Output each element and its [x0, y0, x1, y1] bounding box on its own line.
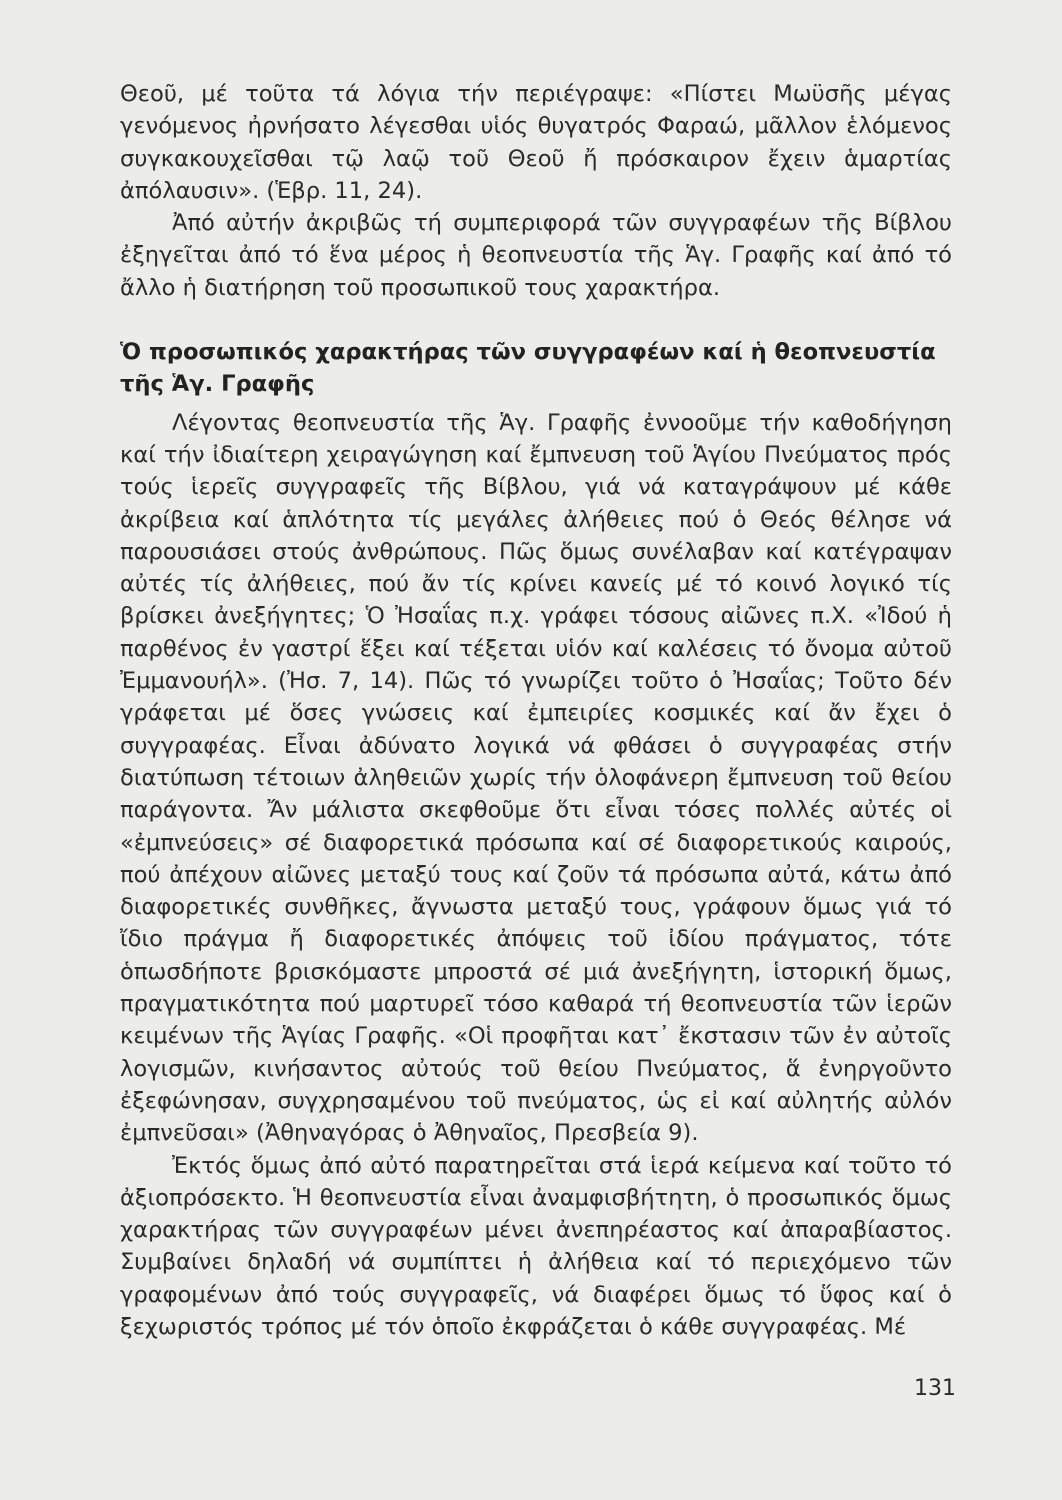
paragraph-personal-character: Ἐκτός ὅμως ἀπό αὐτό παρατηρεῖται στά ἱερά κείμενα καί τοῦτο τό ἀξιοπρόσεκτο. Ἡ θεοπνευστία εἶναι ἀναμφισβήτητη, ὁ προσωπικός ὅμως χαρακτήρας τῶν συγγραφέων μένει ἀνεπηρέαστος καί ἀπαραβίαστος. Συμβαίνει δηλαδή νά συμπίπτει ἡ ἀλήθεια καί τό περιεχόμενο τῶν γραφομένων ἀπό τούς συγγραφεῖς, νά διαφέρει ὅμως τό ὕφος καί ὁ ξεχωριστός τρόπος μέ τόν ὁποῖο ἐκφράζεται ὁ κάθε συγγραφέας. Μέ	[120, 1152, 952, 1340]
page-number: 131	[914, 1376, 956, 1401]
body-text	[120, 78, 952, 1343]
paragraph-moses-quote: Θεοῦ, μέ τοῦτα τά λόγια τήν περιέγραψε: «Πίστει Μωϋσῆς μέγας γενόμενος ἠρνήσατο λέγεσθαι υἱός θυγατρός Φαραώ, μᾶλλον ἑλόμενος συγκακουχεῖσθαι τῷ λαῷ τοῦ Θεοῦ ἤ πρόσκαιρον ἔχειν ἁμαρτίας ἀπόλαυσιν». (Ἑβρ. 11, 24).	[120, 81, 952, 204]
section-heading: Ὁ προσωπικός χαρακτήρας τῶν συγγραφέων καί ἡ θεοπνευστία τῆς Ἁγ. Γραφῆς	[120, 339, 936, 398]
paragraph-authors-behavior: Ἀπό αὐτήν ἀκριβῶς τή συμπεριφορά τῶν συγγραφέων τῆς Βίβλου ἐξηγεῖται ἀπό τό ἕνα μέρος ἡ θεοπνευστία τῆς Ἁγ. Γραφῆς καί ἀπό τό ἄλλο ἡ διατήρηση τοῦ προσωπικοῦ τους χαρακτήρα.	[120, 210, 952, 301]
paragraph-inspiration-definition: Λέγοντας θεοπνευστία τῆς Ἁγ. Γραφῆς ἐννοοῦμε τήν καθοδήγηση καί τήν ἰδιαίτερη χειραγώγηση καί ἔμπνευση τοῦ Ἁγίου Πνεύματος πρός τούς ἱερεῖς συγγραφεῖς τῆς Βίβλου, γιά νά καταγράψουν μέ κάθε ἀκρίβεια καί ἁπλότητα τίς μεγάλες ἀλήθειες πού ὁ Θεός θέλησε νά παρουσιάσει στούς ἀνθρώπους. Πῶς ὅμως συνέλαβαν καί κατέγραψαν αὐτές τίς ἀλήθειες, πού ἄν τίς κρίνει κανείς μέ τό κοινό λογικό τίς βρίσκει ἀνεξήγητες; Ὁ Ἠσαΐας π.χ. γράφει τόσους αἰῶνες π.Χ. «Ἰδού ἡ παρθένος ἐν γαστρί ἕξει καί τέξεται υἱόν καί καλέσεις τό ὄνομα αὐτοῦ Ἐμμανουήλ». (Ἠσ. 7, 14). Πῶς τό γνωρίζει τοῦτο ὁ Ἠσαΐας; Τοῦτο δέν γράφεται μέ ὅσες γνώσεις καί ἐμπειρίες κοσμικές καί ἄν ἔχει ὁ συγγραφέας. Εἶναι ἀδύνατο λογικά νά φθάσει ὁ συγγραφέας στήν διατύπωση τέτοιων ἀληθειῶν χωρίς τήν ὁλοφάνερη ἔμπνευση τοῦ θείου παράγοντα. Ἄν μάλιστα σκεφθοῦμε ὅτι εἶναι τόσες πολλές αὐτές οἱ «ἐμπνεύσεις» σέ διαφορετικά πρόσωπα καί σέ διαφορετικούς καιρούς, πού ἀπέχουν αἰῶνες μεταξύ τους καί ζοῦν τά πρόσωπα αὐτά, κάτω ἀπό διαφορετικές συνθῆκες, ἄγνωστα μεταξύ τους, γράφουν ὅμως γιά τό ἴδιο πράγμα ἤ διαφορετικές ἀπόψεις τοῦ ἰδίου πράγματος, τότε ὁπωσδήποτε βρισκόμαστε μπροστά σέ μιά ἀνεξήγητη, ἱστορική ὅμως, πραγματικότητα πού μαρτυρεῖ τόσο καθαρά τή θεοπνευστία τῶν ἱερῶν κειμένων τῆς Ἁγίας Γραφῆς. «Οἱ προφῆται κατ᾽ ἔκστασιν τῶν ἐν αὐτοῖς λογισμῶν, κινήσαντος αὐτούς τοῦ θείου Πνεύματος, ἅ ἐνηργοῦντο ἐξεφώνησαν, συγχρησαμένου τοῦ πνεύματος, ὡς εἰ καί αὐλητής αὐλόν ἐμπνεῦσαι» (Ἀθηναγόρας ὁ Ἀθηναῖος, Πρεσβεία 9).	[120, 409, 952, 1147]
